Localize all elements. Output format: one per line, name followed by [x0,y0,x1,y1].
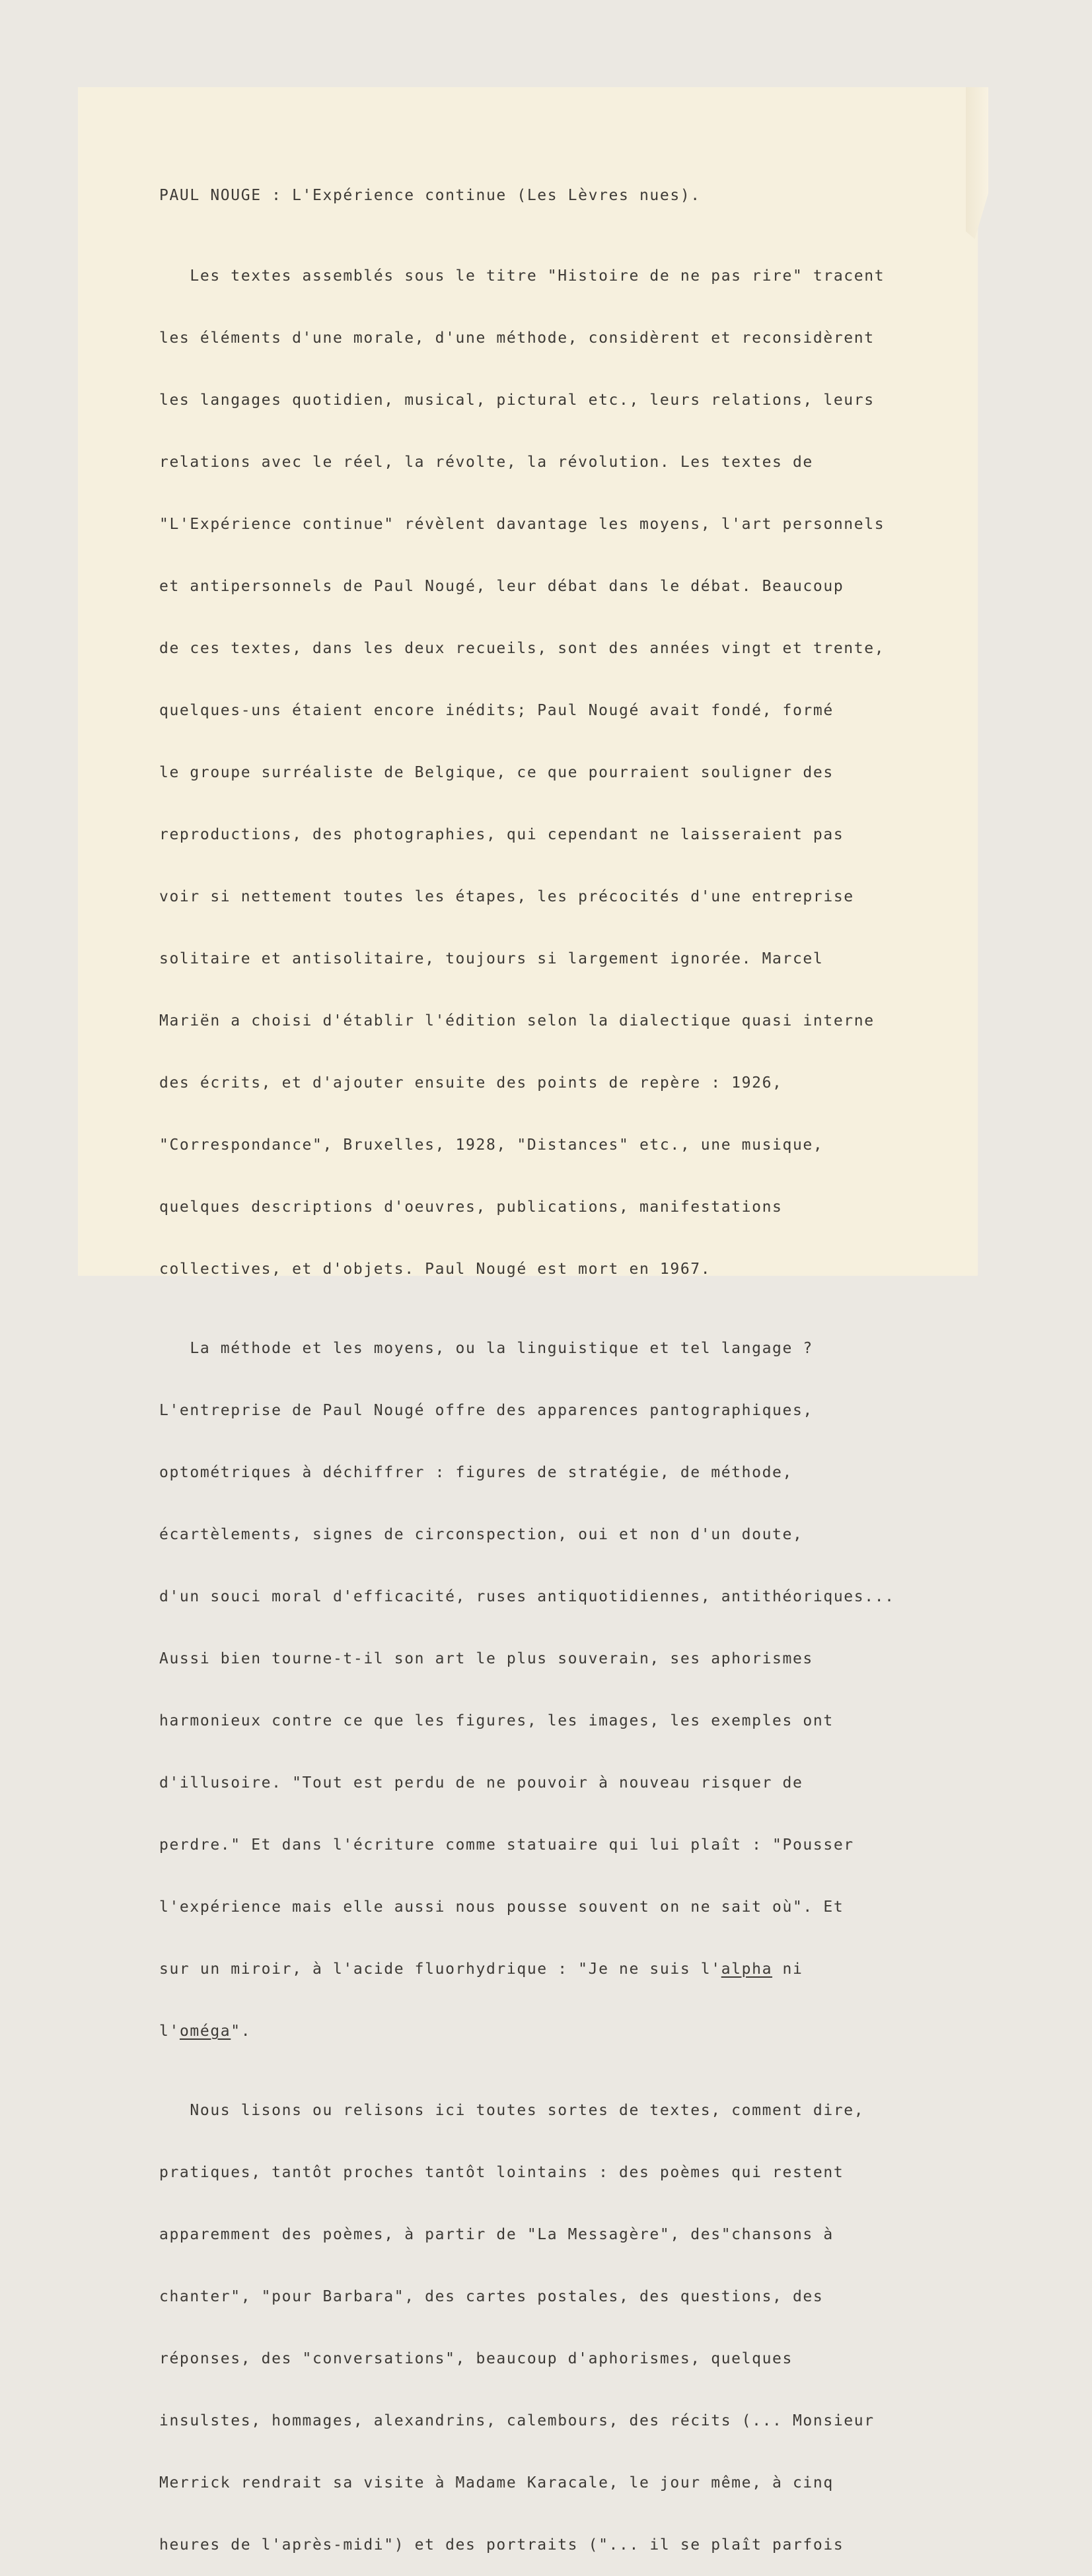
text-line: Les textes assemblés sous le titre "Histoire de ne pas rire" tracent [159,267,885,285]
text-line: des écrits, et d'ajouter ensuite des points de repère : 1926, [159,1074,783,1092]
text-line [159,1955,972,1983]
text-line: et antipersonnels de Paul Nougé, leur débat dans le débat. Beaucoup [159,578,844,595]
text-line: chanter", "pour Barbara", des cartes postales, des questions, des [159,2288,824,2305]
text-line: pratiques, tantôt proches tantôt lointains : des poèmes qui restent [159,2164,844,2181]
text-line: Aussi bien tourne-t-il son art le plus souverain, ses aphorismes [159,1650,813,1667]
text-segment: sur un miroir, à l'acide fluorhydrique : "Je ne suis l' [159,1961,721,1978]
text-line: d'un souci moral d'efficacité, ruses antiquotidiennes, antithéoriques... [159,1588,895,1605]
text-line: les langages quotidien, musical, pictural etc., leurs relations, leurs [159,392,875,409]
text-line: insulstes, hommages, alexandrins, calembours, des récits (... Monsieur [159,2412,875,2429]
text-segment: ni [772,1961,803,1978]
text-line: le groupe surréaliste de Belgique, ce que pourraient souligner des [159,764,834,781]
text-line: Mariën a choisi d'établir l'édition selon la dialectique quasi interne [159,1012,875,1029]
text-line: perdre." Et dans l'écriture comme statuaire qui lui plaît : "Pousser [159,1836,854,1854]
text-line: harmonieux contre ce que les figures, les images, les exemples ont [159,1712,834,1729]
text-line: apparemment des poèmes, à partir de "La Messagère", des"chansons à [159,2226,834,2243]
text-line: L'entreprise de Paul Nougé offre des apparences pantographiques, [159,1402,813,1419]
text-line: "L'Expérience continue" révèlent davantage les moyens, l'art personnels [159,516,885,533]
text-segment: ". [231,2023,252,2040]
text-line: de ces textes, dans les deux recueils, sont des années vingt et trente, [159,640,885,657]
text-segment: l' [159,2023,180,2040]
text-line: quelques-uns étaient encore inédits; Paul Nougé avait fondé, formé [159,702,834,719]
text-line: Merrick rendrait sa visite à Madame Karacale, le jour même, à cinq [159,2474,834,2491]
text-line [159,2017,972,2045]
text-line: reproductions, des photographies, qui cependant ne laisseraient pas [159,826,844,843]
document-title: PAUL NOUGE : L'Expérience continue (Les Lèvres nues). [159,187,701,204]
underlined-word: oméga [179,2023,231,2040]
text-line: relations avec le réel, la révolte, la révolution. Les textes de [159,454,813,471]
text-line: réponses, des "conversations", beaucoup d'aphorismes, quelques [159,2350,793,2367]
text-line: Nous lisons ou relisons ici toutes sortes de textes, comment dire, [159,2102,865,2119]
text-line: La méthode et les moyens, ou la linguistique et tel langage ? [159,1340,813,1357]
text-line: "Correspondance", Bruxelles, 1928, "Distances" etc., une musique, [159,1136,824,1154]
text-line: l'expérience mais elle aussi nous pousse souvent on ne sait où". Et [159,1898,844,1916]
typewritten-text [159,147,972,2576]
text-line: optométriques à déchiffrer : figures de stratégie, de méthode, [159,1464,793,1481]
text-line: écartèlements, signes de circonspection, oui et non d'un doute, [159,1526,803,1543]
text-line: heures de l'après-midi") et des portraits ("... il se plaît parfois [159,2536,844,2554]
text-line: solitaire et antisolitaire, toujours si largement ignorée. Marcel [159,950,824,967]
text-line: collectives, et d'objets. Paul Nougé est mort en 1967. [159,1261,711,1278]
text-line: les éléments d'une morale, d'une méthode, considèrent et reconsidèrent [159,330,875,347]
text-line: voir si nettement toutes les étapes, les précocités d'une entreprise [159,888,854,905]
text-line: d'illusoire. "Tout est perdu de ne pouvoir à nouveau risquer de [159,1774,803,1792]
text-line: quelques descriptions d'oeuvres, publications, manifestations [159,1199,783,1216]
underlined-word: alpha [721,1961,773,1978]
